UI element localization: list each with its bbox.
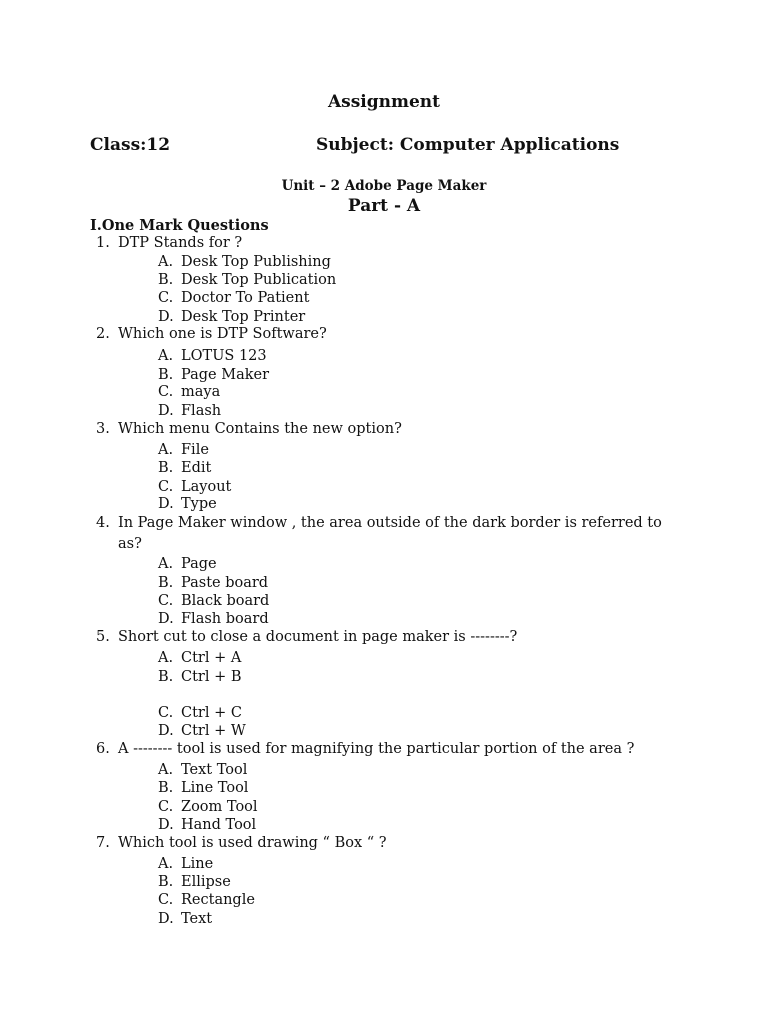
option-letter: C.: [158, 593, 174, 609]
option-text: Paste board: [181, 575, 269, 591]
option-letter: C.: [158, 705, 174, 721]
option-letter: D.: [158, 309, 174, 325]
document-title: Assignment: [327, 92, 441, 112]
option-text: Type: [181, 496, 217, 512]
option-letter: A.: [158, 856, 174, 872]
option-text: File: [181, 442, 209, 458]
option-letter: B.: [158, 272, 174, 288]
question-number: 7.: [96, 835, 110, 851]
option-letter: B.: [158, 460, 174, 476]
option-letter: B.: [158, 780, 174, 796]
option-letter: C.: [158, 479, 174, 495]
part-title: Part - A: [347, 196, 421, 216]
question-number: 4.: [96, 515, 110, 531]
question-text: Which one is DTP Software?: [118, 326, 327, 342]
option-text: Ctrl + B: [181, 669, 242, 685]
option-text: Ctrl + A: [181, 650, 242, 666]
option-text: Desk Top Publication: [181, 272, 337, 288]
option-text: Ctrl + W: [181, 723, 246, 739]
question-text: Which tool is used drawing “ Box “ ?: [118, 835, 387, 851]
option-text: Line: [181, 856, 214, 872]
option-text: Flash: [181, 403, 222, 419]
option-letter: A.: [158, 650, 174, 666]
option-letter: D.: [158, 611, 174, 627]
option-text: Doctor To Patient: [181, 290, 310, 306]
question-text: In Page Maker window , the area outside of the dark border is referred to: [118, 515, 662, 531]
question-text: DTP Stands for ?: [118, 235, 243, 251]
option-letter: D.: [158, 911, 174, 927]
option-letter: C.: [158, 290, 174, 306]
option-text: Ctrl + C: [181, 705, 242, 721]
option-text: Desk Top Printer: [181, 309, 306, 325]
option-letter: D.: [158, 496, 174, 512]
question-number: 1.: [96, 235, 110, 251]
option-text: Layout: [181, 479, 232, 495]
option-letter: C.: [158, 892, 174, 908]
unit-title: Unit – 2 Adobe Page Maker: [281, 178, 487, 194]
option-letter: B.: [158, 669, 174, 685]
option-text: Zoom Tool: [181, 799, 258, 815]
question-number: 2.: [96, 326, 110, 342]
question-text-continuation: as?: [118, 536, 142, 552]
question-number: 6.: [96, 741, 110, 757]
section-heading: I.One Mark Questions: [90, 217, 269, 234]
option-text: Line Tool: [181, 780, 249, 796]
option-letter: D.: [158, 817, 174, 833]
class-label: Class:12: [90, 135, 171, 155]
option-letter: B.: [158, 367, 174, 383]
question-number: 5.: [96, 629, 110, 645]
option-text: Ellipse: [181, 874, 231, 890]
option-text: Desk Top Publishing: [181, 254, 331, 270]
option-letter: C.: [158, 799, 174, 815]
option-letter: A.: [158, 254, 174, 270]
question-number: 3.: [96, 421, 110, 437]
option-text: Hand Tool: [181, 817, 257, 833]
option-text: Text Tool: [181, 762, 248, 778]
option-text: Text: [181, 911, 213, 927]
question-text: Short cut to close a document in page maker is --------?: [118, 629, 518, 645]
option-text: LOTUS 123: [181, 348, 267, 364]
option-letter: A.: [158, 762, 174, 778]
option-text: maya: [181, 384, 221, 400]
option-text: Edit: [181, 460, 212, 476]
option-letter: B.: [158, 575, 174, 591]
question-text: A -------- tool is used for magnifying the particular portion of the area ?: [118, 741, 635, 757]
option-text: Page: [181, 556, 217, 572]
option-text: Rectangle: [181, 892, 255, 908]
option-letter: A.: [158, 556, 174, 572]
option-letter: D.: [158, 723, 174, 739]
option-text: Black board: [181, 593, 270, 609]
option-letter: D.: [158, 403, 174, 419]
option-text: Page Maker: [181, 367, 270, 383]
option-letter: C.: [158, 384, 174, 400]
question-text: Which menu Contains the new option?: [118, 421, 402, 437]
option-letter: B.: [158, 874, 174, 890]
option-text: Flash board: [181, 611, 269, 627]
option-letter: A.: [158, 442, 174, 458]
option-letter: A.: [158, 348, 174, 364]
subject-label: Subject: Computer Applications: [316, 135, 620, 155]
